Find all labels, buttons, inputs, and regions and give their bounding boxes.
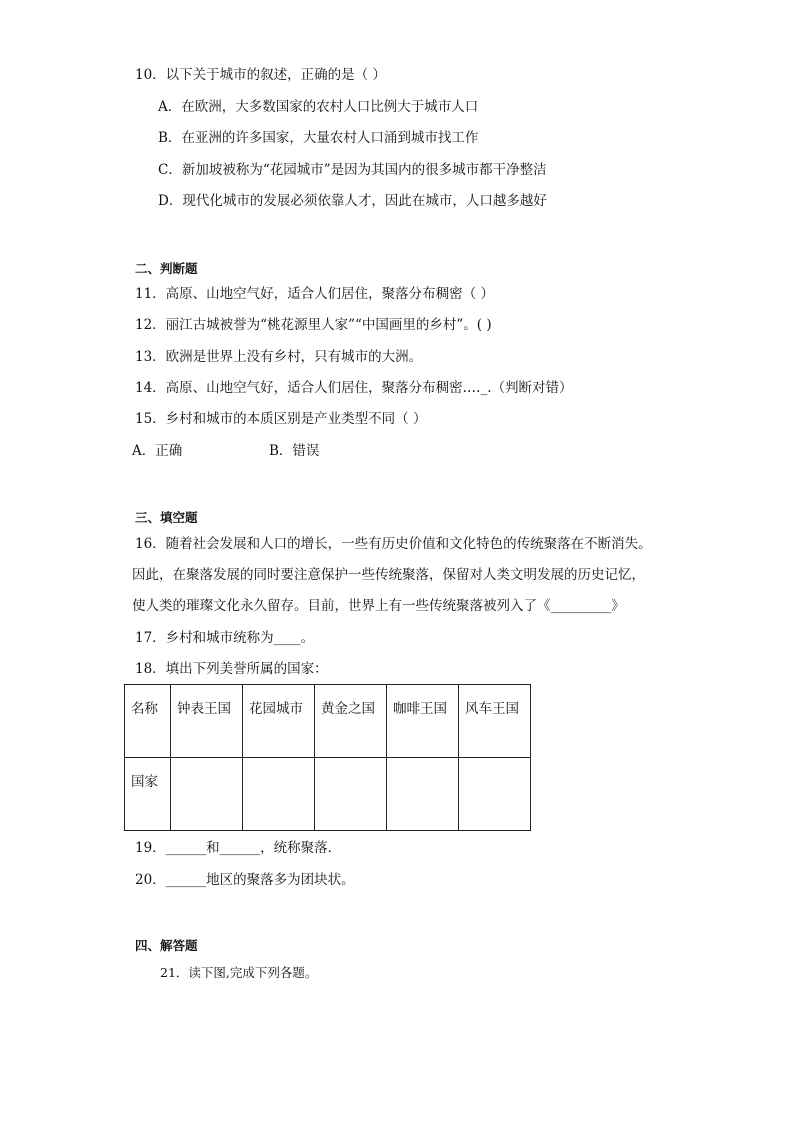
answer-cell[interactable] [171,758,243,831]
table-row [125,758,531,831]
table-cell: 咖啡王国 [387,685,459,758]
q15-option-a: A．正确 [132,443,183,459]
honor-country-table [124,684,531,831]
q10-option-c: C．新加坡被称为“花园城市”是因为其国内的很多城市都干净整洁 [158,162,547,178]
q14-text: 14．高原、山地空气好，适合人们居住，聚落分布稠密.…_.（判断对错） [135,380,573,396]
table-cell: 黄金之国 [315,685,387,758]
q15-text: 15．乡村和城市的本质区别是产业类型不同（ ） [135,411,427,427]
q10-option-b: B．在亚洲的许多国家，大量农村人口涌到城市找工作 [158,130,479,146]
q10-option-a: A．在欧洲，大多数国家的农村人口比例大于城市人口 [158,99,479,115]
q18-text: 18．填出下列美誉所属的国家： [135,661,328,677]
q10-stem: 10．以下关于城市的叙述，正确的是（ ） [135,67,386,83]
q13-text: 13．欧洲是世界上没有乡村，只有城市的大洲。 [135,349,423,365]
q16-line-1: 16．随着社会发展和人口的增长，一些有历史价值和文化特色的传统聚落在不断消失。 [135,536,652,552]
section-title-answer: 四、解答题 [135,938,198,953]
q16-line-3: 使人类的璀璨文化永久留存。目前，世界上有一些传统聚落被列入了《_________》 [132,598,625,614]
q20-text: 20．______地区的聚落多为团块状。 [135,872,355,888]
q15-option-b: B．错误 [269,443,320,459]
table-row [125,685,531,758]
q11-text: 11．高原、山地空气好，适合人们居住，聚落分布稠密（ ） [135,286,494,302]
table-cell: 花园城市 [243,685,315,758]
table-cell: 风车王国 [459,685,531,758]
answer-cell[interactable] [387,758,459,831]
answer-cell[interactable] [243,758,315,831]
q17-text: 17．乡村和城市统称为____。 [135,630,315,646]
q16-line-2: 因此，在聚落发展的同时要注意保护一些传统聚落，保留对人类文明发展的历史记忆， [132,567,645,583]
q19-text: 19．______和______，统称聚落． [135,840,342,856]
q21-text: 21．读下图,完成下列各题。 [160,965,318,980]
answer-cell[interactable] [459,758,531,831]
table-cell: 国家 [125,758,171,831]
q10-option-d: D．现代化城市的发展必须依靠人才，因此在城市，人口越多越好 [158,193,547,209]
answer-cell[interactable] [315,758,387,831]
table-cell: 钟表王国 [171,685,243,758]
section-title-fill: 三、填空题 [135,510,198,525]
section-title-judgement: 二、判断题 [135,261,198,276]
q12-text: 12．丽江古城被誉为“桃花源里人家”“中国画里的乡村”。( ) [135,317,492,333]
table-cell: 名称 [125,685,171,758]
